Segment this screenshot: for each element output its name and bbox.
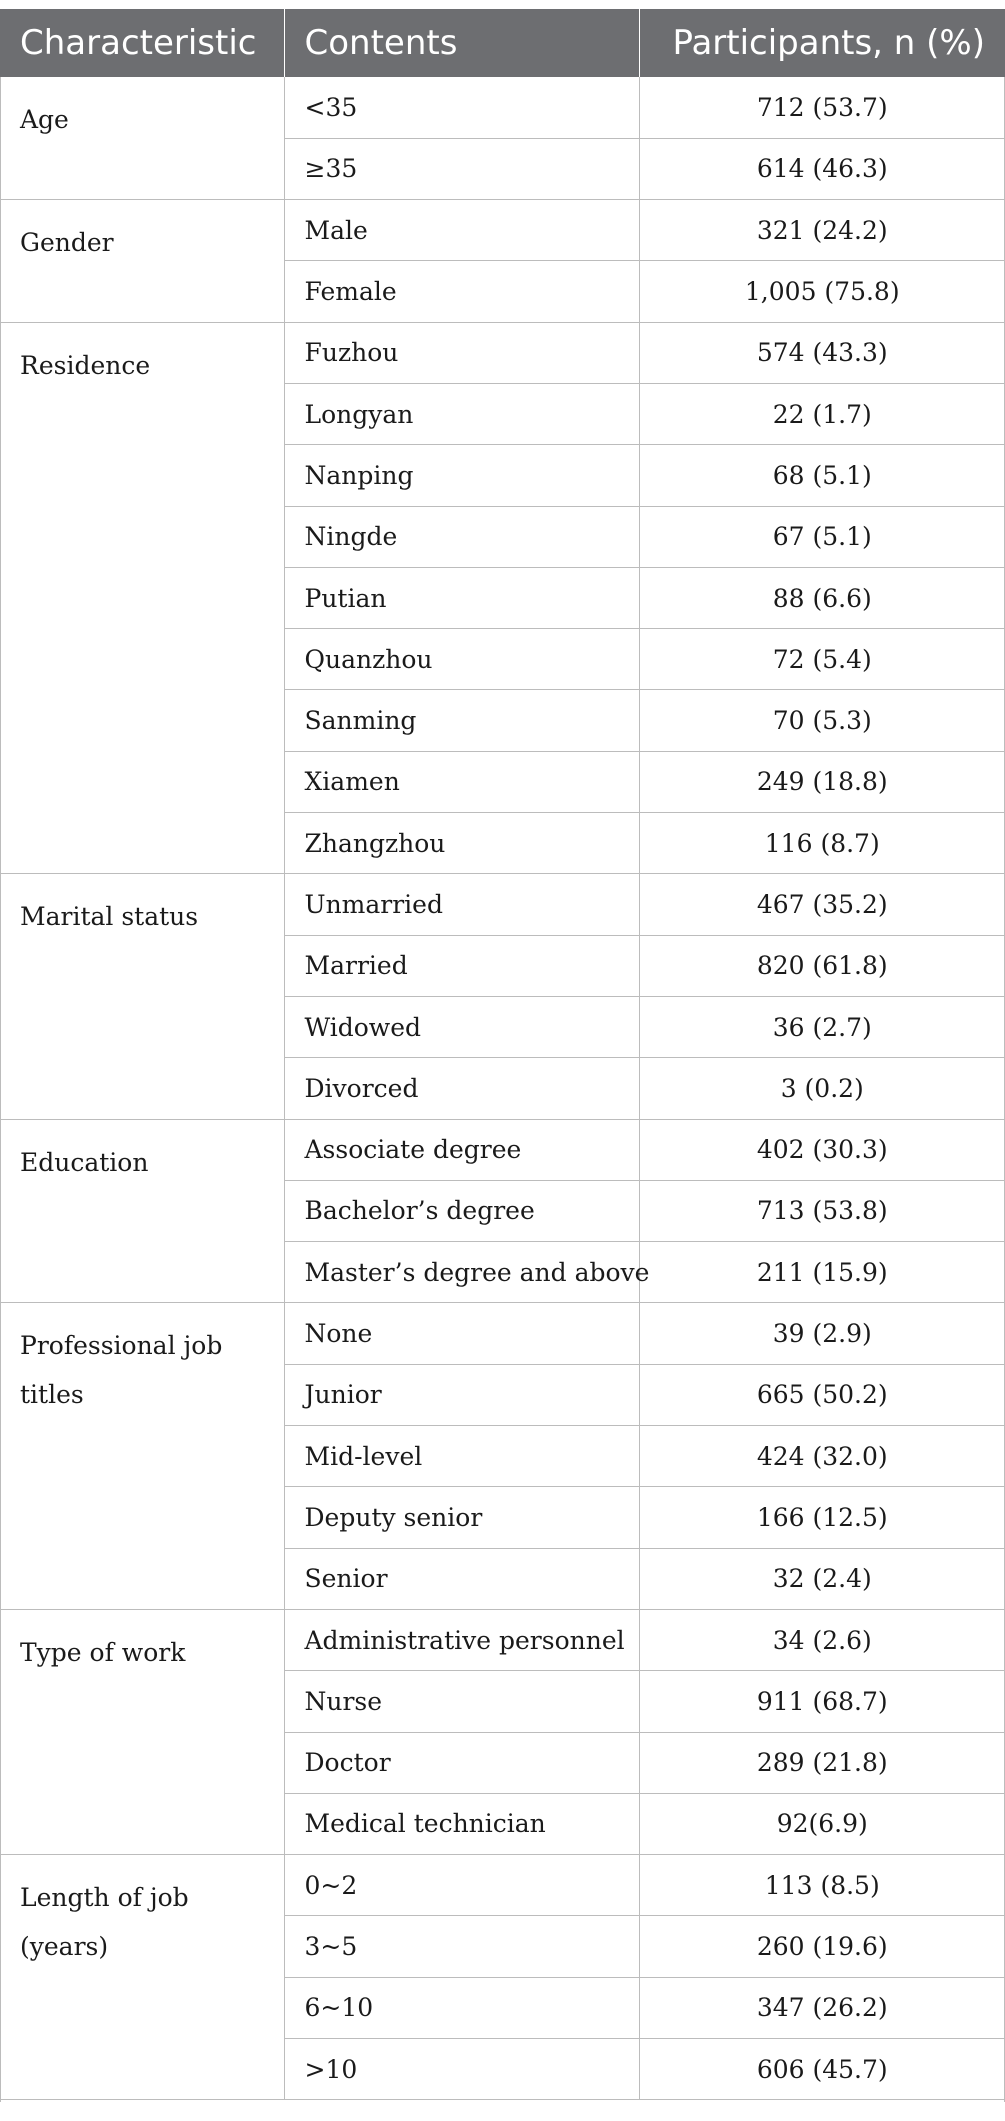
participants-cell: 713 (53.8) — [639, 1180, 1005, 1241]
header-characteristic: Characteristic — [0, 9, 284, 77]
table-row — [0, 1609, 1005, 1670]
participants-cell: 36 (2.7) — [639, 996, 1005, 1057]
participants-cell: 289 (21.8) — [639, 1732, 1005, 1793]
contents-cell: Deputy senior — [284, 1487, 639, 1548]
participants-cell: 249 (18.8) — [639, 751, 1005, 812]
table-header — [0, 9, 1005, 77]
header-participants: Participants, n (%) — [672, 23, 985, 63]
contents-cell: ≥35 — [284, 138, 639, 199]
contents-cell: Widowed — [284, 996, 639, 1057]
participants-cell: 321 (24.2) — [639, 200, 1005, 261]
characteristic-cell: Education — [0, 1119, 284, 1303]
participants-cell: 911 (68.7) — [639, 1671, 1005, 1732]
participants-cell: 3 (0.2) — [639, 1058, 1005, 1119]
participants-cell: 606 (45.7) — [639, 2039, 1005, 2100]
participants-cell: 260 (19.6) — [639, 1916, 1005, 1977]
participants-cell: 1,005 (75.8) — [639, 261, 1005, 322]
table-row — [0, 1855, 1005, 1916]
table-row — [0, 322, 1005, 383]
contents-cell: Xiamen — [284, 751, 639, 812]
participants-cell: 712 (53.7) — [639, 77, 1005, 138]
contents-cell: Sanming — [284, 690, 639, 751]
characteristic-cell: Age — [0, 77, 284, 200]
participants-cell: 116 (8.7) — [639, 813, 1005, 874]
contents-cell: Divorced — [284, 1058, 639, 1119]
participants-cell: 467 (35.2) — [639, 874, 1005, 935]
participants-cell: 67 (5.1) — [639, 506, 1005, 567]
contents-cell: Nanping — [284, 445, 639, 506]
contents-cell: 0~2 — [284, 1855, 639, 1916]
contents-cell: Ningde — [284, 506, 639, 567]
characteristic-cell: Gender — [0, 200, 284, 323]
contents-cell: Longyan — [284, 383, 639, 444]
table-row — [0, 1119, 1005, 1180]
participants-cell: 211 (15.9) — [639, 1242, 1005, 1303]
participants-cell: 88 (6.6) — [639, 567, 1005, 628]
participants-cell: 347 (26.2) — [639, 1977, 1005, 2038]
participants-cell: 113 (8.5) — [639, 1855, 1005, 1916]
contents-cell: Bachelor’s degree — [284, 1180, 639, 1241]
characteristic-cell: Marital status — [0, 874, 284, 1119]
contents-cell: 6~10 — [284, 1977, 639, 2038]
table-row — [0, 77, 1005, 138]
contents-cell: Nurse — [284, 1671, 639, 1732]
participants-cell: 820 (61.8) — [639, 935, 1005, 996]
table-body — [0, 77, 1005, 2100]
header-contents: Contents — [284, 9, 639, 77]
table-row — [0, 200, 1005, 261]
participants-cell: 34 (2.6) — [639, 1609, 1005, 1670]
participants-cell: 68 (5.1) — [639, 445, 1005, 506]
contents-cell: Male — [284, 200, 639, 261]
participants-cell: 70 (5.3) — [639, 690, 1005, 751]
participants-cell: 424 (32.0) — [639, 1426, 1005, 1487]
table-row — [0, 1303, 1005, 1364]
contents-cell: Quanzhou — [284, 629, 639, 690]
contents-cell: Administrative personnel — [284, 1609, 639, 1670]
characteristic-cell: Residence — [0, 322, 284, 874]
characteristic-cell: Length of job (years) — [0, 1855, 284, 2100]
header-row — [0, 9, 1005, 77]
contents-cell: Female — [284, 261, 639, 322]
contents-cell: Senior — [284, 1548, 639, 1609]
contents-cell: Unmarried — [284, 874, 639, 935]
participants-cell: 665 (50.2) — [639, 1364, 1005, 1425]
characteristic-cell: Professional job titles — [0, 1303, 284, 1609]
contents-cell: Associate degree — [284, 1119, 639, 1180]
contents-cell: Zhangzhou — [284, 813, 639, 874]
contents-cell: >10 — [284, 2039, 639, 2100]
participants-cell: 402 (30.3) — [639, 1119, 1005, 1180]
participants-cell: 72 (5.4) — [639, 629, 1005, 690]
contents-cell: Married — [284, 935, 639, 996]
participant-characteristics-table — [0, 9, 1005, 2100]
contents-cell: Doctor — [284, 1732, 639, 1793]
contents-cell: <35 — [284, 77, 639, 138]
participants-cell: 32 (2.4) — [639, 1548, 1005, 1609]
characteristic-cell: Type of work — [0, 1609, 284, 1854]
contents-cell: Fuzhou — [284, 322, 639, 383]
participants-cell: 614 (46.3) — [639, 138, 1005, 199]
table-row — [0, 874, 1005, 935]
contents-cell: Medical technician — [284, 1793, 639, 1854]
contents-cell: 3~5 — [284, 1916, 639, 1977]
participants-cell: 166 (12.5) — [639, 1487, 1005, 1548]
participants-cell: 92(6.9) — [639, 1793, 1005, 1854]
contents-cell: Putian — [284, 567, 639, 628]
participants-cell: 574 (43.3) — [639, 322, 1005, 383]
participants-cell: 39 (2.9) — [639, 1303, 1005, 1364]
participants-cell: 22 (1.7) — [639, 383, 1005, 444]
contents-cell: Junior — [284, 1364, 639, 1425]
contents-cell: Master’s degree and above — [284, 1242, 639, 1303]
contents-cell: None — [284, 1303, 639, 1364]
contents-cell: Mid-level — [284, 1426, 639, 1487]
